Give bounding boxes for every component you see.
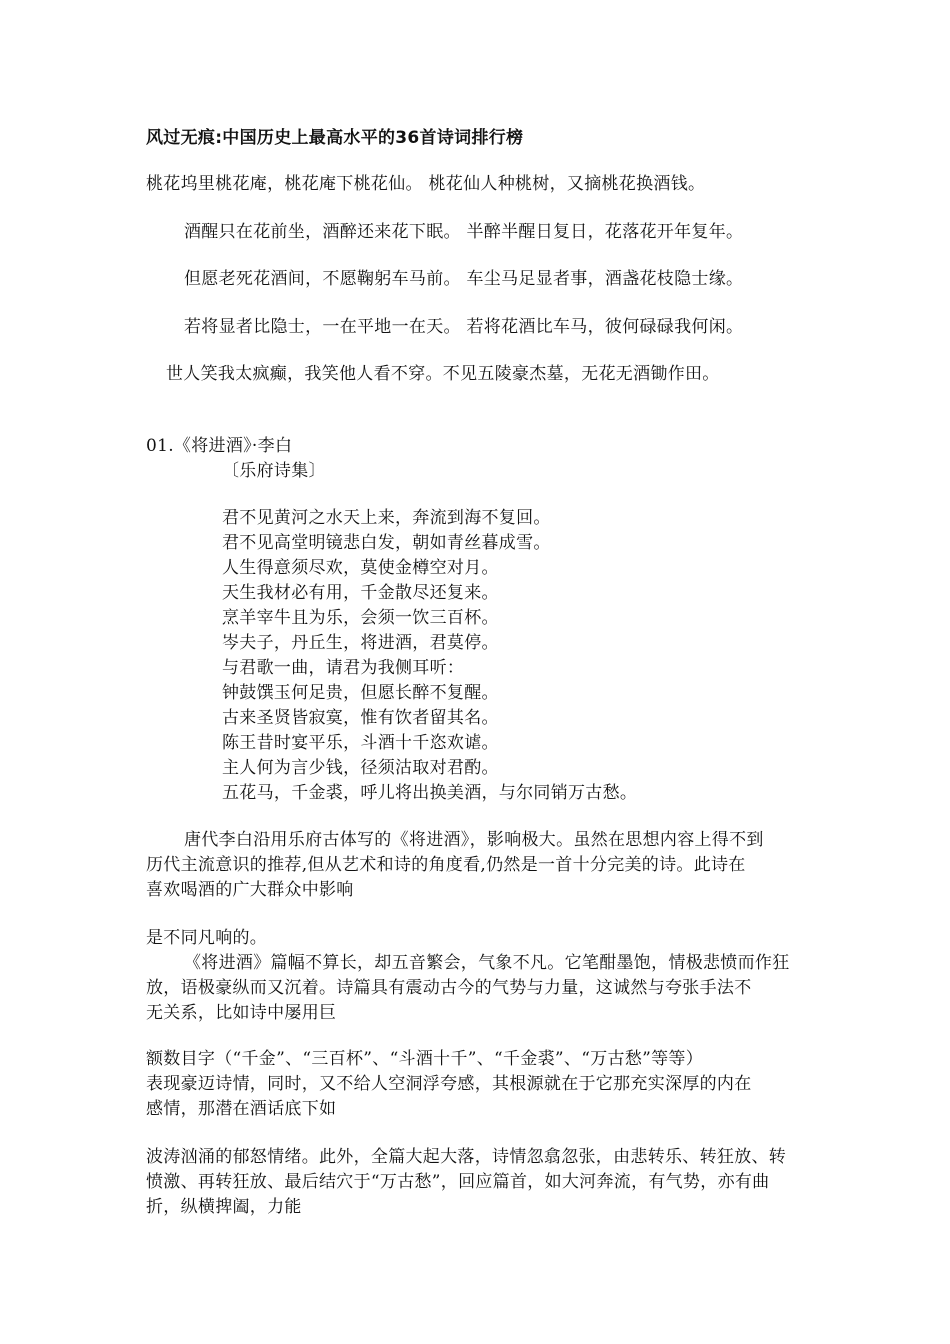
poem-verse: 烹羊宰牛且为乐，会须一饮三百杯。 <box>222 608 499 628</box>
poem-verse: 陈王昔时宴平乐，斗酒十千恣欢谑。 <box>222 733 499 753</box>
commentary-line: 波涛汹涌的郁怒情绪。此外，全篇大起大落，诗情忽翕忽张，由悲转乐、转狂放、转 <box>146 1147 787 1167</box>
poem-verse: 主人何为言少钱，径须沽取对君酌。 <box>222 758 499 778</box>
commentary-line: 表现豪迈诗情，同时，又不给人空洞浮夸感，其根源就在于它那充实深厚的内在 <box>146 1074 752 1094</box>
intro-poem-line: 但愿老死花酒间，不愿鞠躬车马前。 车尘马足显者事，酒盏花枝隐士缘。 <box>184 269 744 289</box>
intro-poem-line: 酒醒只在花前坐，酒醉还来花下眠。 半醉半醒日复日，花落花开年复年。 <box>184 222 744 242</box>
poem-heading: 01.《将进酒》·李白 <box>146 436 293 456</box>
poem-source: 〔乐府诗集〕 <box>222 461 326 481</box>
commentary-line: 历代主流意识的推荐,但从艺术和诗的角度看,仍然是一首十分完美的诗。此诗在 <box>146 855 746 875</box>
poem-verse: 钟鼓馔玉何足贵，但愿长醉不复醒。 <box>222 683 499 703</box>
intro-poem-line: 若将显者比隐士，一在平地一在天。 若将花酒比车马，彼何碌碌我何闲。 <box>184 317 744 337</box>
commentary-line: 愤激、再转狂放、最后结穴于“万古愁”，回应篇首，如大河奔流，有气势，亦有曲 <box>146 1172 770 1192</box>
poem-verse: 五花马，千金裘，呼儿将出换美酒，与尔同销万古愁。 <box>222 783 638 803</box>
commentary-line: 唐代李白沿用乐府古体写的《将进酒》，影响极大。虽然在思想内容上得不到 <box>184 830 764 850</box>
commentary-line: 喜欢喝酒的广大群众中影响 <box>146 880 354 900</box>
commentary-line: 感情，那潜在酒话底下如 <box>146 1099 337 1119</box>
poem-verse: 岑夫子，丹丘生，将进酒，君莫停。 <box>222 633 499 653</box>
poem-verse: 君不见黄河之水天上来，奔流到海不复回。 <box>222 508 551 528</box>
poem-verse: 古来圣贤皆寂寞，惟有饮者留其名。 <box>222 708 499 728</box>
commentary-line: 折，纵横捭阖，力能 <box>146 1197 302 1217</box>
intro-poem-line: 桃花坞里桃花庵，桃花庵下桃花仙。 桃花仙人种桃树，又摘桃花换酒钱。 <box>146 174 706 194</box>
commentary-line: 《将进酒》篇幅不算长，却五音繁会，气象不凡。它笔酣墨饱，情极悲愤而作狂 <box>184 953 790 973</box>
poem-verse: 君不见高堂明镜悲白发，朝如青丝暮成雪。 <box>222 533 551 553</box>
poem-verse: 天生我材必有用，千金散尽还复来。 <box>222 583 499 603</box>
poem-verse: 与君歌一曲，请君为我侧耳听： <box>222 658 465 678</box>
commentary-line: 放，语极豪纵而又沉着。诗篇具有震动古今的气势与力量，这诚然与夸张手法不 <box>146 978 752 998</box>
commentary-line: 额数目字（“千金”、“三百杯”、“斗酒十千”、“千金裘”、“万古愁”等等） <box>146 1049 704 1069</box>
commentary-line: 无关系，比如诗中屡用巨 <box>146 1003 337 1023</box>
commentary-line: 是不同凡响的。 <box>146 928 268 948</box>
page-title: 风过无痕:中国历史上最高水平的36首诗词排行榜 <box>146 128 524 148</box>
intro-poem-line: 世人笑我太疯癫，我笑他人看不穿。不见五陵豪杰墓，无花无酒锄作田。 <box>166 364 720 384</box>
poem-verse: 人生得意须尽欢，莫使金樽空对月。 <box>222 558 499 578</box>
